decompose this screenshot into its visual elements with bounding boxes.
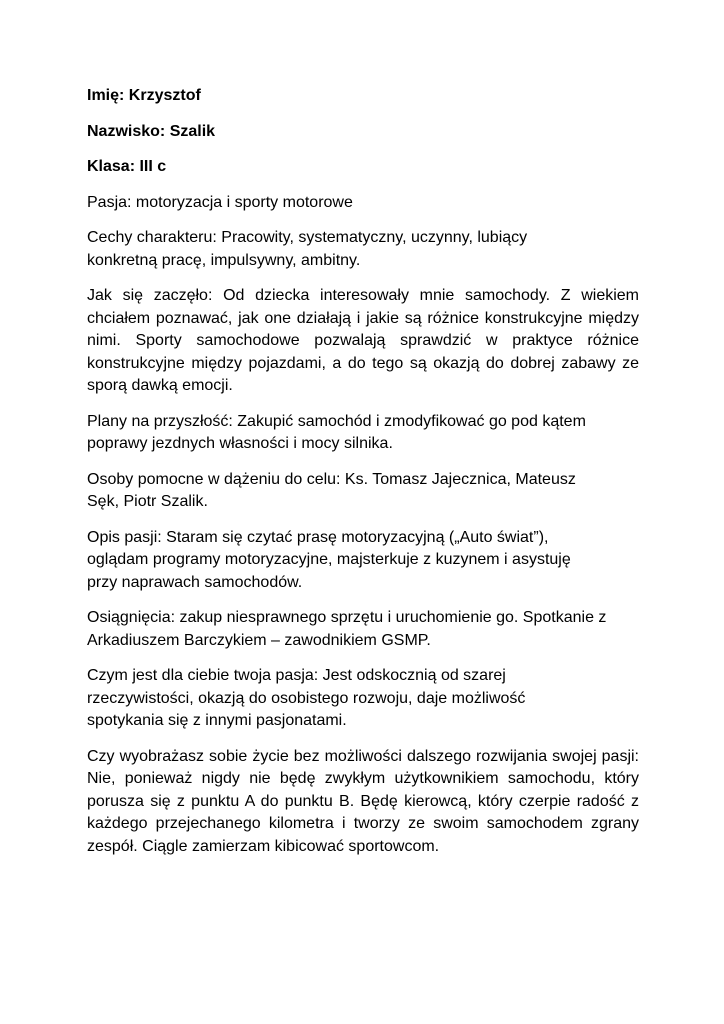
life-without-passion-paragraph: Czy wyobrażasz sobie życie bez możliwości dalszego rozwijania swojej pasji: Nie, ponieważ nigdy nie będę zwykłym użytkownikiem samochodu, który porusza się z punktu A do punktu B. Będę kierowcą, który czerpie radość z każdego przejechanego kilometra i tworzy ze swoim samochodem zgrany zespół. Ciągle zamierzam kibicować sportowcom. xyxy=(87,747,639,855)
future-plans-paragraph: Plany na przyszłość: Zakupić samochód i zmodyfikować go pod kątem poprawy jezdnych własności i mocy silnika. xyxy=(87,412,586,452)
first-name-heading: Imię: Krzysztof xyxy=(87,87,201,104)
passion-description-paragraph: Opis pasji: Staram się czytać prasę motoryzacyjną („Auto świat”), oglądam programy motoryzacyjne, majsterkuje z kuzynem i asystuję przy naprawach samochodów. xyxy=(87,528,571,591)
last-name-heading: Nazwisko: Szalik xyxy=(87,122,216,140)
achievements-paragraph: Osiągnięcia: zakup niesprawnego sprzętu i uruchomienie go. Spotkanie z Arkadiuszem Barczykiem – zawodnikiem GSMP. xyxy=(87,609,607,649)
how-it-started-paragraph: Jak się zaczęło: Od dziecka interesowały mnie samochody. Z wiekiem chciałem poznawać, jak one działają i jakie są różnice konstrukcyjne między nimi. Sporty samochodowe pozwalają sprawdzić w praktyce różnice konstrukcyjne między pojazdami, a do tego są okazją do dobrej zabawy ze sporą dawką emocji. xyxy=(87,287,639,394)
class-heading: Klasa: III c xyxy=(87,158,167,175)
helpful-people-paragraph: Osoby pomocne w dążeniu do celu: Ks. Tomasz Jajecznica, Mateusz Sęk, Piotr Szalik. xyxy=(87,470,576,510)
passion-paragraph: Pasja: motoryzacja i sporty motorowe xyxy=(87,193,353,211)
what-passion-means-paragraph: Czym jest dla ciebie twoja pasja: Jest odskocznią od szarej rzeczywistości, okazją do osobistego rozwoju, daje możliwość spotykania się z innymi pasjonatami. xyxy=(87,667,526,729)
character-traits-paragraph: Cechy charakteru: Pracowity, systematyczny, uczynny, lubiący konkretną pracę, impulsywny, ambitny. xyxy=(87,229,528,269)
